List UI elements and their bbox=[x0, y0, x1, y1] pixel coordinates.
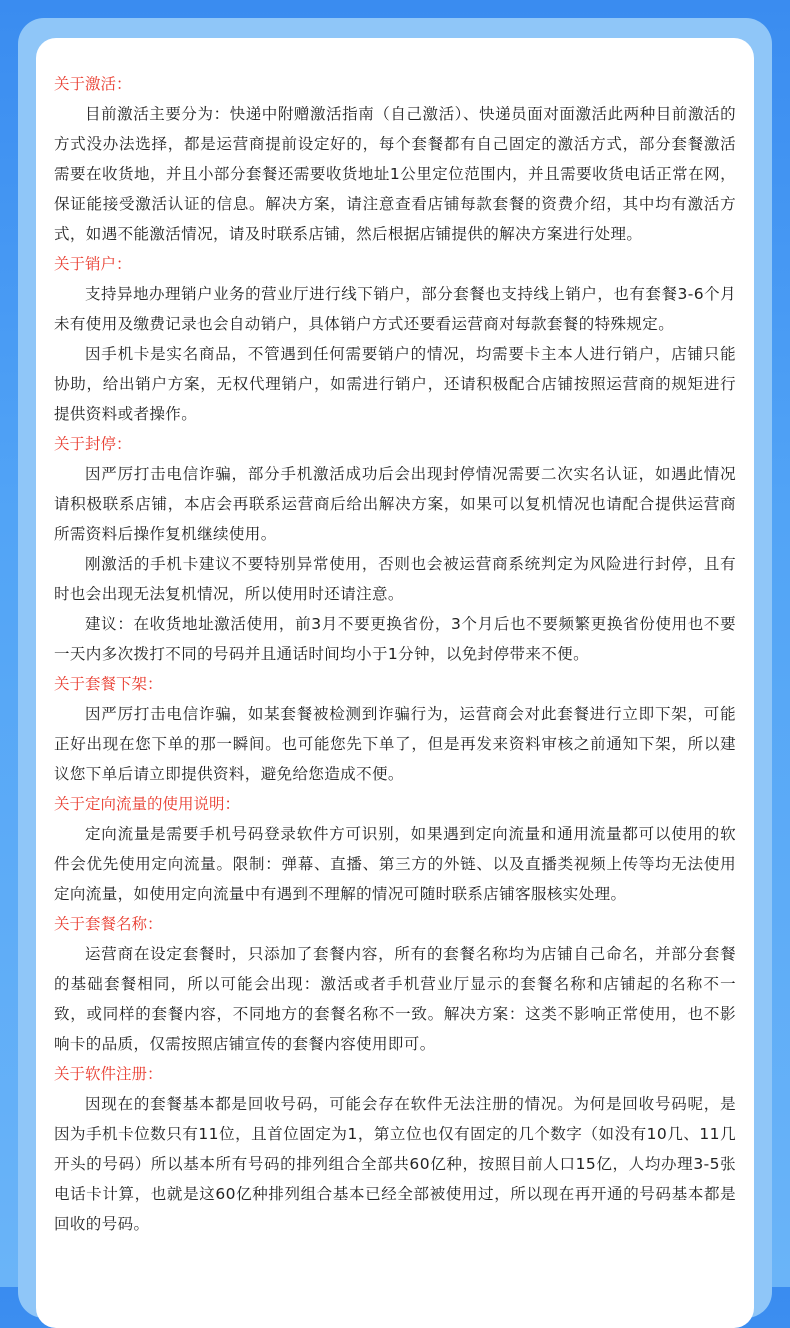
paragraph: 运营商在设定套餐时，只添加了套餐内容，所有的套餐名称均为店铺自己命名，并部分套餐的基础套餐相同，所以可能会出现：激活或者手机营业厅显示的套餐名称和店铺起的名称不一致，或同样的套餐内容，不同地方的套餐名称不一致。解决方案：这类不影响正常使用，也不影响卡的品质，仅需按照店铺宣传的套餐内容使用即可。 bbox=[54, 945, 736, 1053]
section-cancellation bbox=[54, 249, 736, 429]
section-app-registration bbox=[54, 1059, 736, 1239]
paragraph: 目前激活主要分为：快递中附赠激活指南（自己激活）、快递员面对面激活此两种目前激活的方式没办法选择，都是运营商提前设定好的，每个套餐都有自己固定的激活方式，部分套餐激活需要在收货地，并且小部分套餐还需要收货地址1公里定位范围内，并且需要收货电话正常在网，保证能接受激活认证的信息。解决方案，请注意查看店铺每款套餐的资费介绍，其中均有激活方式，如遇不能激活情况，请及时联系店铺，然后根据店铺提供的解决方案进行处理。 bbox=[54, 105, 736, 243]
section-title: 关于封停： bbox=[54, 435, 132, 453]
paragraph: 支持异地办理销户业务的营业厅进行线下销户，部分套餐也支持线上销户，也有套餐3-6个月未有使用及缴费记录也会自动销户，具体销户方式还要看运营商对每款套餐的特殊规定。 bbox=[54, 285, 736, 333]
section-title: 关于软件注册： bbox=[54, 1065, 163, 1083]
section-plan-removal bbox=[54, 669, 736, 789]
section-title: 关于激活： bbox=[54, 75, 132, 93]
section-title: 关于套餐名称： bbox=[54, 915, 163, 933]
section-title: 关于套餐下架： bbox=[54, 675, 163, 693]
section-title: 关于销户： bbox=[54, 255, 132, 273]
section-directed-traffic bbox=[54, 789, 736, 909]
paragraph: 定向流量是需要手机号码登录软件方可识别，如果遇到定向流量和通用流量都可以使用的软件会优先使用定向流量。限制：弹幕、直播、第三方的外链、以及直播类视频上传等均无法使用定向流量，如使用定向流量中有遇到不理解的情况可随时联系店铺客服核实处理。 bbox=[54, 825, 736, 903]
paragraph: 因现在的套餐基本都是回收号码，可能会存在软件无法注册的情况。为何是回收号码呢，是因为手机卡位数只有11位，且首位固定为1，第立位也仅有固定的几个数字（如没有10几、11几开头的号码）所以基本所有号码的排列组合全部共60亿种，按照目前人口15亿，人均办理3-5张电话卡计算，也就是这60亿种排列组合基本已经全部被使用过，所以现在再开通的号码基本都是回收的号码。 bbox=[54, 1095, 736, 1233]
section-suspension bbox=[54, 429, 736, 669]
section-activation bbox=[54, 69, 736, 249]
paragraph: 刚激活的手机卡建议不要特别异常使用，否则也会被运营商系统判定为风险进行封停，且有时也会出现无法复机情况，所以使用时还请注意。 bbox=[54, 555, 736, 603]
paragraph: 因严厉打击电信诈骗，如某套餐被检测到诈骗行为，运营商会对此套餐进行立即下架，可能正好出现在您下单的那一瞬间。也可能您先下单了，但是再发来资料审核之前通知下架，所以建议您下单后请立即提供资料，避免给您造成不便。 bbox=[54, 705, 736, 783]
section-plan-name bbox=[54, 909, 736, 1059]
section-title: 关于定向流量的使用说明： bbox=[54, 795, 241, 813]
paragraph: 建议：在收货地址激活使用，前3月不要更换省份，3个月后也不要频繁更换省份使用也不要一天内多次拨打不同的号码并且通话时间均小于1分钟，以免封停带来不便。 bbox=[54, 615, 736, 663]
notice-card bbox=[36, 38, 754, 1328]
paragraph: 因严厉打击电信诈骗，部分手机激活成功后会出现封停情况需要二次实名认证，如遇此情况请积极联系店铺，本店会再联系运营商后给出解决方案，如果可以复机情况也请配合提供运营商所需资料后操作复机继续使用。 bbox=[54, 465, 736, 543]
paragraph: 因手机卡是实名商品，不管遇到任何需要销户的情况，均需要卡主本人进行销户，店铺只能协助，给出销户方案，无权代理销户，如需进行销户，还请积极配合店铺按照运营商的规矩进行提供资料或者操作。 bbox=[54, 345, 736, 423]
